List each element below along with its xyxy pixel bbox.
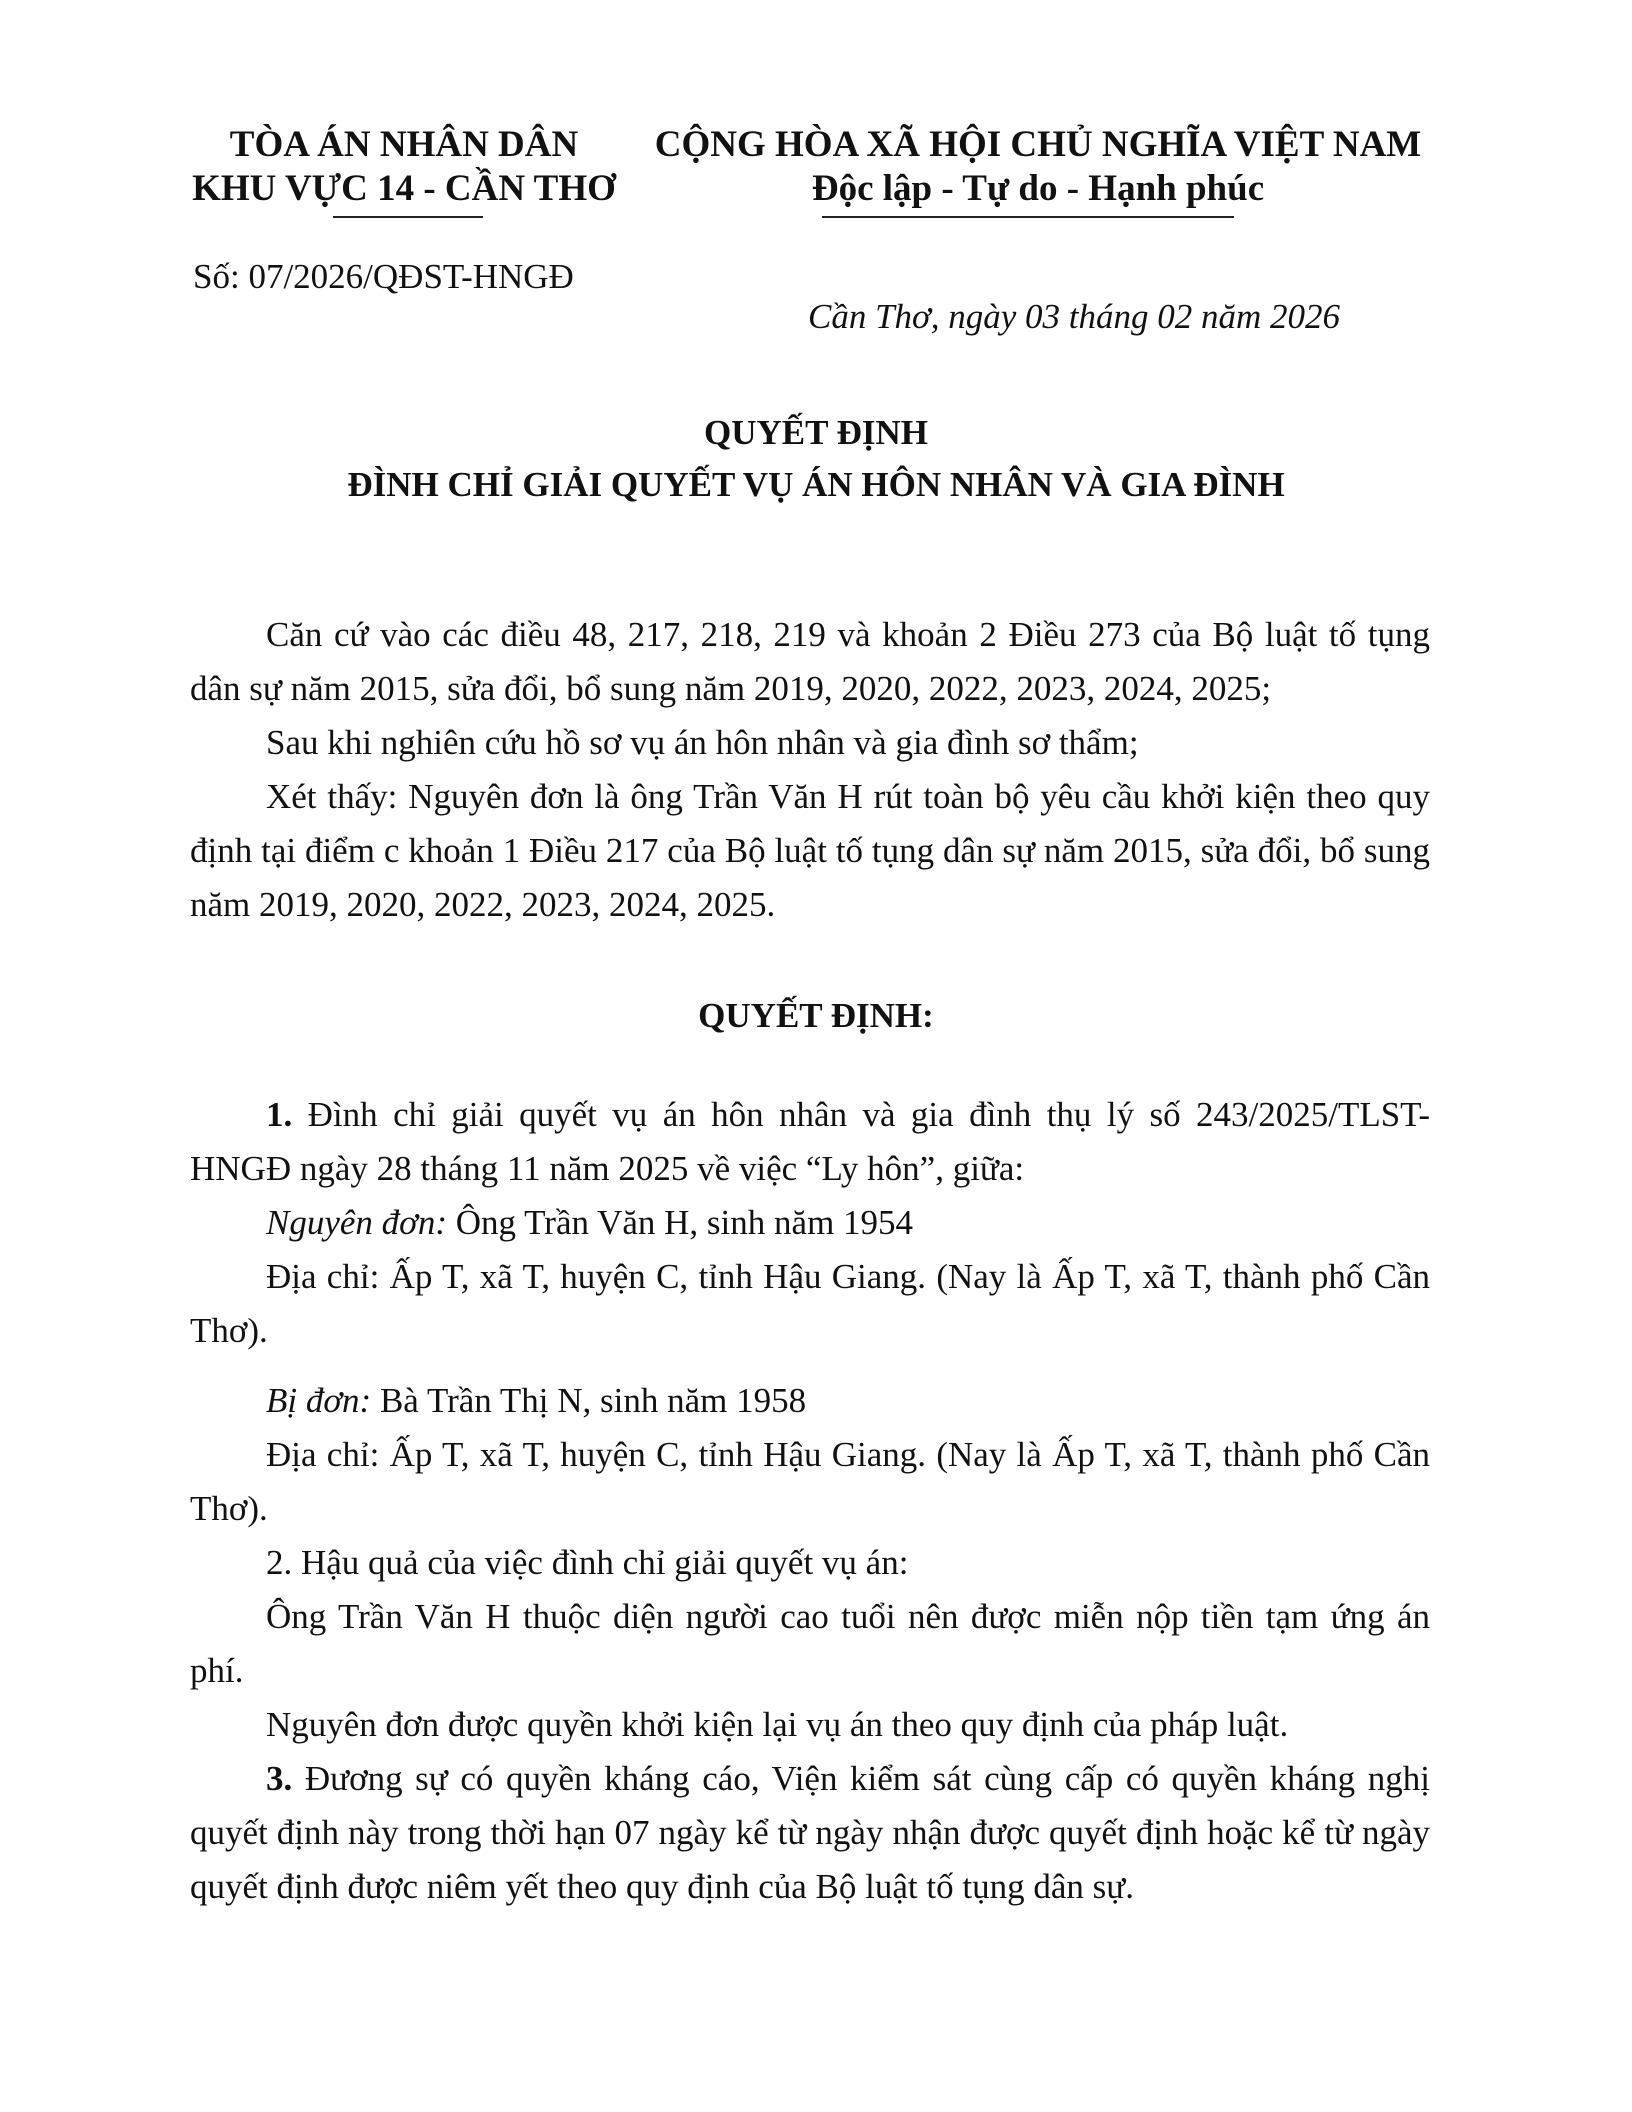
national-header-rule — [822, 216, 1234, 218]
decision-item-3 — [190, 1752, 1430, 1914]
plaintiff-address: Địa chỉ: Ấp T, xã T, huyện C, tỉnh Hậu Giang. (Nay là Ấp T, xã T, thành phố Cần Thơ). — [190, 1257, 1430, 1350]
plaintiff-line — [190, 1196, 1430, 1250]
court-region: KHU VỰC 14 - CẦN THƠ — [192, 168, 616, 209]
review-paragraph: Sau khi nghiên cứu hồ sơ vụ án hôn nhân và gia đình sơ thẩm; — [266, 723, 1139, 762]
item-3-number: 3. — [266, 1759, 293, 1798]
defendant-address: Địa chỉ: Ấp T, xã T, huyện C, tỉnh Hậu Giang. (Nay là Ấp T, xã T, thành phố Cần Thơ). — [190, 1435, 1430, 1528]
defendant-label: Bị đơn: — [266, 1381, 372, 1420]
nation-motto: Độc lập - Tự do - Hạnh phúc — [811, 168, 1265, 209]
defendant-line — [190, 1374, 1430, 1428]
defendant-text: Bà Trần Thị N, sinh năm 1958 — [371, 1381, 807, 1420]
spacer — [190, 1358, 1430, 1374]
decision-item-2: 2. Hậu quả của việc đình chỉ giải quyết vụ án: — [266, 1543, 909, 1582]
decision-section — [190, 1088, 1430, 1914]
preamble-section — [190, 608, 1430, 932]
plaintiff-text: Ông Trần Văn H, sinh năm 1954 — [447, 1203, 914, 1242]
item-3-text: Đương sự có quyền kháng cáo, Viện kiểm sát cùng cấp có quyền kháng nghị quyết định này trong thời hạn 07 ngày kể từ ngày nhận được quyết định hoặc kể từ ngày quyết định được niêm yết theo quy định của Bộ luật tố tụng dân sự. — [190, 1759, 1430, 1906]
document-subtitle: ĐÌNH CHỈ GIẢI QUYẾT VỤ ÁN HÔN NHÂN VÀ GIA ĐÌNH — [347, 465, 1285, 504]
item-1-number: 1. — [266, 1095, 293, 1134]
legal-basis-paragraph: Căn cứ vào các điều 48, 217, 218, 219 và khoản 2 Điều 273 của Bộ luật tố tụng dân sự năm 2015, sửa đổi, bổ sung năm 2019, 2020, 2022, 2023, 2024, 2025; — [190, 615, 1430, 708]
decision-item-1 — [190, 1088, 1430, 1196]
decision-heading: QUYẾT ĐỊNH: — [698, 996, 934, 1035]
document-number: Số: 07/2026/QĐST-HNGĐ — [193, 257, 574, 296]
place-date-line: Cần Thơ, ngày 03 tháng 02 năm 2026 — [808, 297, 1341, 336]
finding-paragraph: Xét thấy: Nguyên đơn là ông Trần Văn H rút toàn bộ yêu cầu khởi kiện theo quy định tại điểm c khoản 1 Điều 217 của Bộ luật tố tụng dân sự năm 2015, sửa đổi, bổ sung năm 2019, 2020, 2022, 2023, 2024, 2025. — [190, 777, 1430, 924]
court-name: TÒA ÁN NHÂN DÂN — [229, 124, 579, 165]
court-header — [178, 123, 630, 211]
document-title: QUYẾT ĐỊNH — [704, 413, 928, 452]
fee-exemption-paragraph: Ông Trần Văn H thuộc diện người cao tuổi nên được miễn nộp tiền tạm ứng án phí. — [190, 1597, 1430, 1690]
item-1-text: Đình chỉ giải quyết vụ án hôn nhân và gia đình thụ lý số 243/2025/TLST-HNGĐ ngày 28 tháng 11 năm 2025 về việc “Ly hôn”, giữa: — [190, 1095, 1430, 1188]
national-header — [643, 123, 1433, 211]
nation-name: CỘNG HÒA XÃ HỘI CHỦ NGHĨA VIỆT NAM — [654, 124, 1422, 165]
plaintiff-label: Nguyên đơn: — [266, 1203, 447, 1242]
court-header-rule — [333, 216, 483, 218]
refile-right-paragraph: Nguyên đơn được quyền khởi kiện lại vụ án theo quy định của pháp luật. — [266, 1705, 1289, 1744]
